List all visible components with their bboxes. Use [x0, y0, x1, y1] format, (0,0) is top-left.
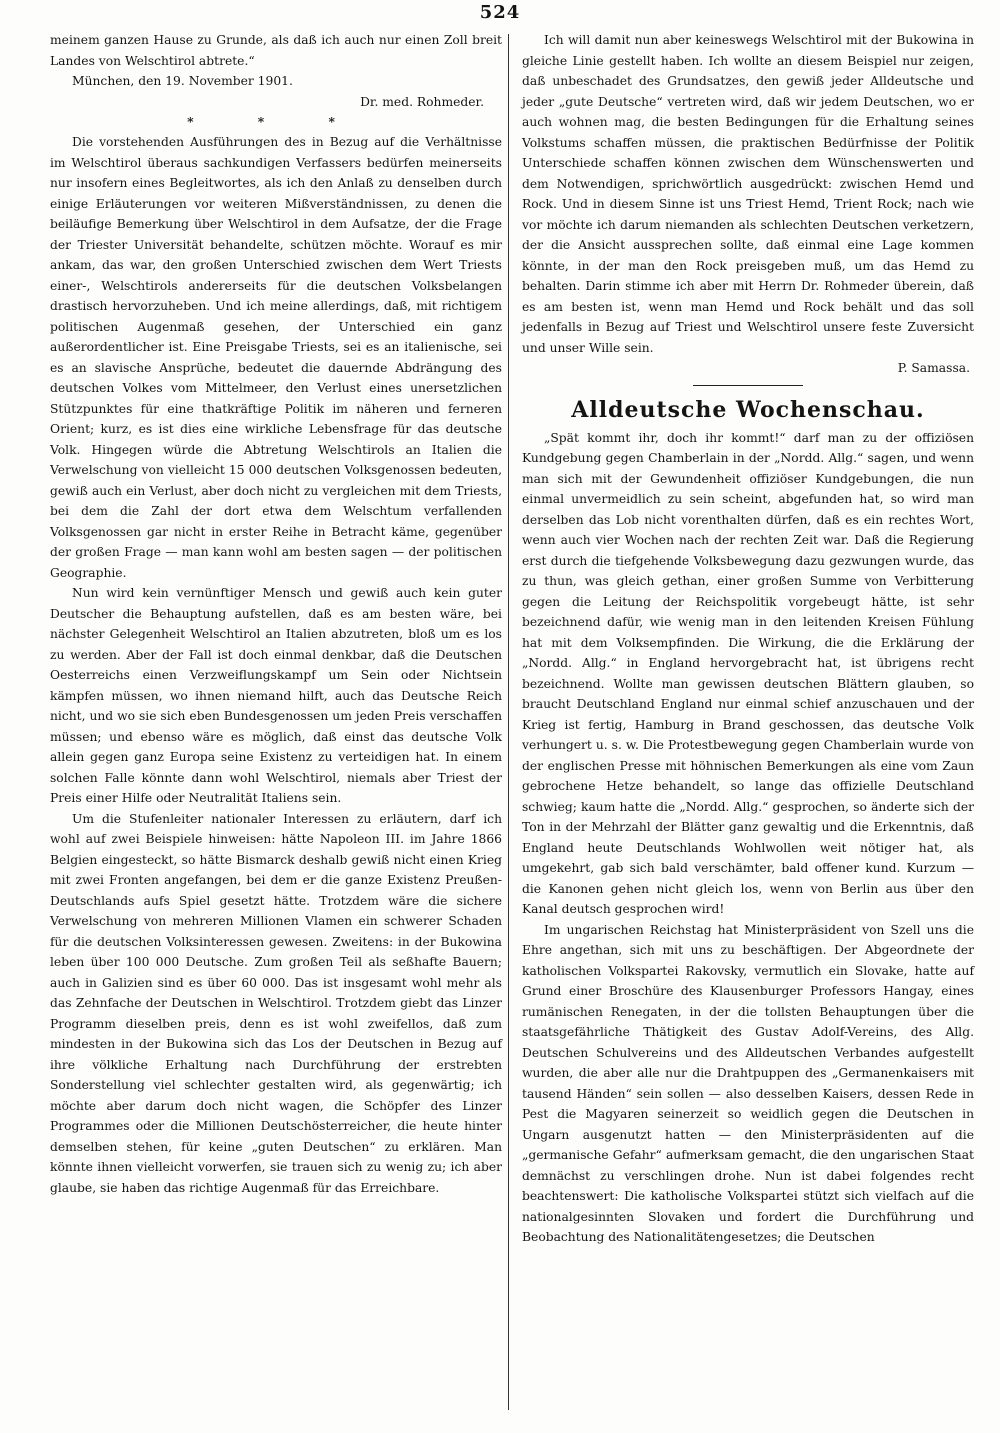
letter-signature: Dr. med. Rohmeder. — [360, 94, 484, 109]
paragraph: Um die Stufenleiter nationaler Interessen zu erläutern, darf ich wohl auf zwei Beispiele hinweisen: hätte Napoleon III. im Jahre 1866 Belgien eingesteckt, so hätte Bismarck deshalb gewiß nicht einen Krieg mit zwei Fronten angefangen, bei dem er die ganze Existenz Preußen-Deutschlands aufs Spiel gesetzt hätte. Trotzdem wäre die sichere Verwelschung von mehreren Millionen Vlamen ein schwerer Schaden für die deutschen Volksinteressen gewesen. Zweitens: in der Bukowina leben über 100 000 Deutsche. Zum großen Teil als seßhafte Bauern; auch in Galizien sind es über 60 000. Das ist insgesamt wohl mehr als das Zehnfache der Deutschen in Welschtirol. Trotzdem giebt das Linzer Programm dieselben preis, denn es ist wohl zweifellos, daß zum mindesten in der Bukowina sich das Los der Deutschen in Bezug auf ihre völkliche Erhaltung nach Durchführung der erstrebten Sonderstellung viel schlechter gestalten wird, als gegenwärtig; ich möchte aber darum doch nicht wagen, die Schöpfer des Linzer Programmes oder die Millionen Deutschösterreicher, die heute hinter demselben stehen, für keine „guten Deutschen“ zu erklären. Man könnte ihnen vielleicht vorwerfen, sie trauen sich zu wenig zu; ich aber glaube, sie haben das richtige Augenmaß für das Erreichbare. — [50, 811, 502, 1195]
letter-ending: meinem ganzen Hause zu Grunde, als daß ich auch nur einen Zoll breit Landes von Welschtirol abtrete.“ — [50, 33, 502, 68]
paragraph: „Spät kommt ihr, doch ihr kommt!“ darf man zu der offiziösen Kundgebung gegen Chamberlain in der „Nordd. Allg.“ sagen, und wenn man sich mit der Gewundenheit offiziöser Kundgebungen, die nun einmal unvermeidlich zu sein scheint, abgefunden hat, so wird man derselben das Lob nicht vorenthalten dürfen, daß es ein rechtes Wort, wenn auch vier Wochen nach der rechten Zeit war. Daß die Regierung erst durch die tiefgehende Volksbewegung dazu gezwungen wurde, das zu thun, was gleich gethan, einer großen Summe von Verbitterung gegen die Leitung der Reichspolitik vorgebeugt hätte, ist sehr bezeichnend dafür, wie wenig man in den leitenden Kreisen Fühlung hat mit dem Volksempfinden. Die Wirkung, die die Erklärung der „Nordd. Allg.“ in England hervorgebracht hat, ist übrigens recht bezeichnend. Wollte man gewissen deutschen Blättern glauben, so braucht Deutschland England nur einmal schief anzuschauen und der Krieg ist fertig, Hamburg in Brand geschossen, das deutsche Volk verhungert u. s. w. Die Protestbewegung gegen Chamberlain wurde von der englischen Presse mit höhnischen Bemerkungen als eine vom Zaun gebrochene Hetze behandelt, so lange das offizielle Deutschland schwieg; kaum hatte die „Nordd. Allg.“ gesprochen, so änderte sich der Ton in der Mehrzahl der Blätter ganz gewaltig und die Erkenntnis, daß England heute Deutschlands Wohlwollen weit nötiger hat, als umgekehrt, gab sich bald verschämter, bald offener kund. Kurzum — die Kanonen gehen nicht gleich los, wenn von Berlin aus über den Kanal deutsch gesprochen wird! — [522, 430, 974, 916]
paragraph: Nun wird kein vernünftiger Mensch und gewiß auch kein guter Deutscher die Behauptung aufstellen, daß es am besten wäre, bei nächster Gelegenheit Welschtirol an Italien abzutreten, bloß um es los zu werden. Aber der Fall ist doch einmal denkbar, daß die Deutschen Oesterreichs einen Verzweiflungskampf um Sein oder Nichtsein kämpfen müssen, wo ihnen niemand hilft, auch das Deutsche Reich nicht, und wo sie sich eben Bundesgenossen um jeden Preis verschaffen müssen; und ebenso wäre es möglich, daß einst das deutsche Volk allein gegen ganz Europa seine Existenz zu verteidigen hat. In einem solchen Falle könnte dann wohl Welschtirol, niemals aber Triest der Preis einer Hilfe oder Neutralität Italiens sein. — [50, 586, 502, 805]
dateline: München, den 19. November 1901. — [72, 74, 293, 88]
right-column — [522, 30, 974, 1248]
left-column — [50, 30, 502, 1198]
paragraph: Im ungarischen Reichstag hat Ministerpräsident von Szell uns die Ehre angethan, sich mit uns zu beschäftigen. Der Abgeordnete der katholischen Volkspartei Rakovsky, vermutlich ein Slovake, hatte auf Grund einer Broschüre des Klausenburger Professors Hangay, eines rumänischen Renegaten, in der die tollsten Behauptungen über die staatsgefährliche Thätigkeit des Gustav Adolf-Vereins, des Allg. Deutschen Schulvereins und des Alldeutschen Verbandes aufgestellt wurden, die aber alle nur die Drahtpuppen des „Germanenkaisers mit tausend Händen“ sein sollen — also desselben Kaisers, dessen Rede in Pest die Magyaren seinerzeit so weidlich gegen die Deutschen in Ungarn ausgenutzt hatten — den Ministerpräsidenten auf die „germanische Gefahr“ aufmerksam gemacht, die den ungarischen Staat demnächst zu verschlingen drohe. Nun ist dabei folgendes recht beachtenswert: Die katholische Volkspartei stützt sich vielfach auf die nationalgesinnten Slovaken und fordert die Durchführung und Beobachtung des Nationalitätengesetzes; die Deutschen — [522, 922, 974, 1244]
paragraph: Ich will damit nun aber keineswegs Welschtirol mit der Bukowina in gleiche Linie gestellt haben. Ich wollte an diesem Beispiel nur zeigen, daß unbeschadet des Grundsatzes, den gewiß jeder Alldeutsche und jeder „gute Deutsche“ vertreten wird, daß wir jedem Deutschen, wo er auch wohnen mag, die besten Bedingungen für die Erhaltung seines Volkstums schaffen müssen, die praktischen Bedürfnisse der Politik Unterschiede schaffen können zwischen dem Wünschenswerten und dem Notwendigen, sprichwörtlich ausgedrückt: zwischen Hemd und Rock. Und in diesem Sinne ist uns Triest Hemd, Trient Rock; nach wie vor möchte ich darum niemanden als schlechten Deutschen verketzern, der die Ansicht aussprechen sollte, daß einmal eine Lage kommen könnte, in der man den Rock preisgeben muß, um das Hemd zu behalten. Darin stimme ich aber mit Herrn Dr. Rohmeder überein, daß es am besten ist, wenn man Hemd und Rock behält und das soll jedenfalls in Bezug auf Triest und Welschtirol unsere feste Zuversicht und unser Wille sein. — [522, 33, 974, 355]
section-heading: Alldeutsche Wochenschau. — [571, 396, 925, 423]
section-separator: * * * — [187, 114, 365, 129]
page-number: 524 — [479, 2, 521, 23]
section-rule — [693, 385, 803, 386]
paragraph: Die vorstehenden Ausführungen des in Bezug auf die Verhältnisse im Welschtirol überaus sachkundigen Verfassers bedürfen meinerseits nur insofern eines Begleitwortes, als ich den Anlaß zu denselben durch einige Erläuterungen vor weiteren Mißverständnissen, zu denen die beiläufige Bemerkung über Welschtirol in dem Aufsatze, der die Frage der Triester Universität behandelte, schützen möchte. Worauf es mir ankam, das war, den großen Unterschied zwischen dem Wert Triests einer-, Welschtirols andererseits für die deutschen Volksbelangen drastisch hervorzuheben. Und ich meine allerdings, daß, mit richtigem politischen Augenmaß gesehen, der Unterschied ein ganz außerordentlicher ist. Eine Preisgabe Triests, sei es an italienische, sei es an slavische Ansprüche, bedeutet die dauernde Abdrängung des deutschen Volkes vom Mittelmeer, den Verlust eines unersetzlichen Stützpunktes für eine thatkräftige Politik im näheren und ferneren Orient; kurz, es ist dies eine wirkliche Lebensfrage für das deutsche Volk. Hingegen würde die Abtretung Welschtirols an Italien die Verwelschung von vielleicht 15 000 deutschen Volksgenossen bedeuten, gewiß auch ein Verlust, aber doch nicht zu vergleichen mit dem Triests, bei dem die Zahl der dort etwa dem Welschtum verfallenden Volksgenossen gar nicht in erster Reihe in Betracht käme, gegenüber der großen Frage — man kann wohl am besten sagen — der politischen Geographie. — [50, 135, 502, 580]
article-signature: P. Samassa. — [897, 361, 970, 375]
column-divider — [508, 34, 509, 1410]
